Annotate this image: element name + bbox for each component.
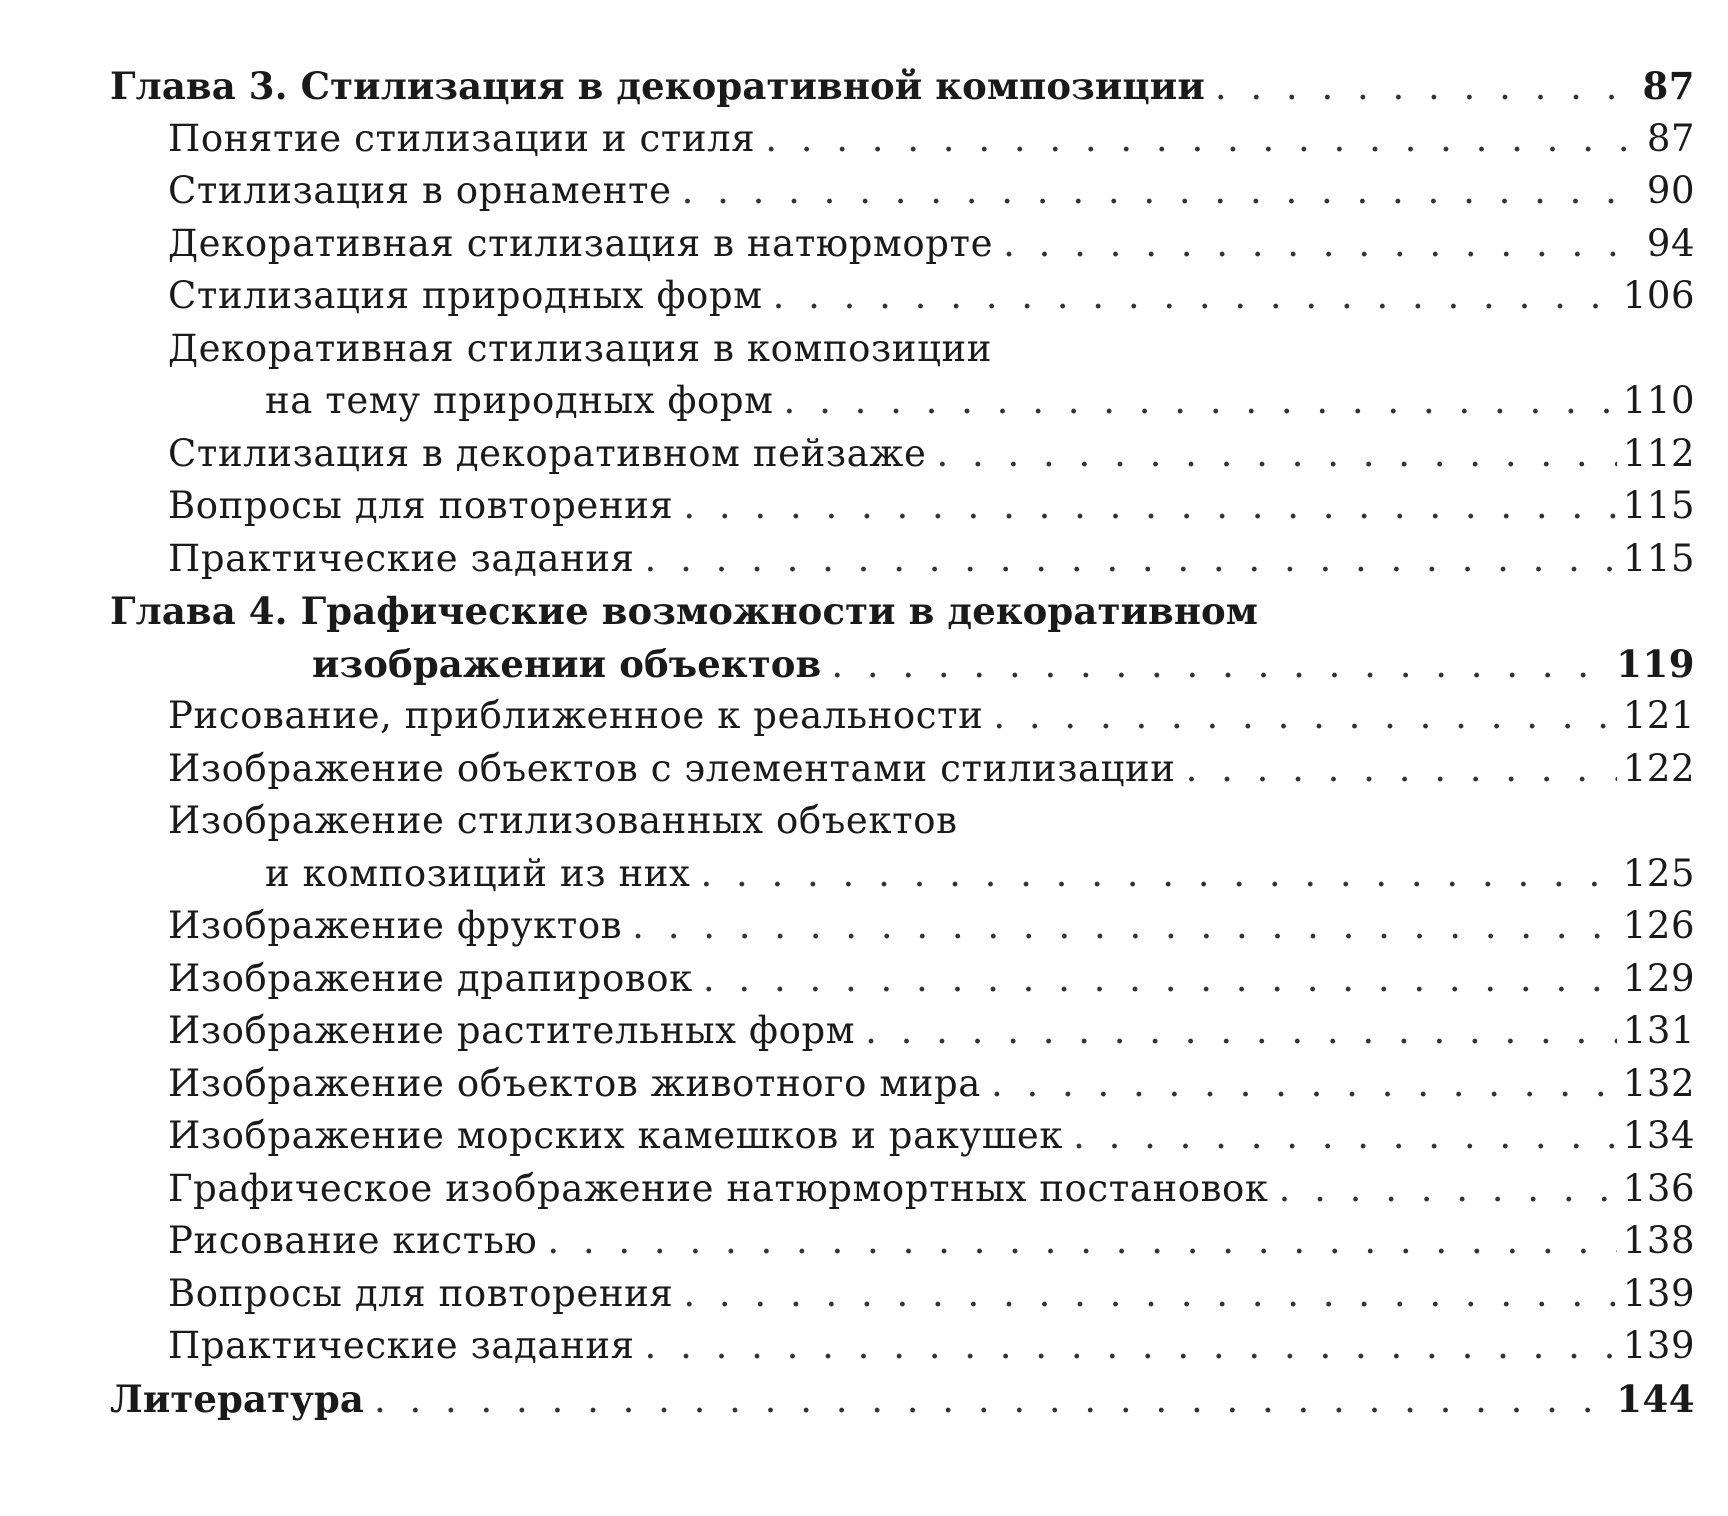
- toc-entry: [110, 795, 1695, 848]
- toc-entry-title: и композиций из них: [265, 851, 691, 895]
- toc-entry: [110, 113, 1695, 166]
- dot-leader: [632, 900, 1617, 953]
- toc-entry-title: Изображение фруктов: [168, 904, 623, 947]
- toc-entry-title: Изображение драпировок: [168, 956, 693, 1000]
- toc-entry-title: изображении объектов: [312, 641, 822, 686]
- toc-entry-title: Глава 3. Стилизация в декоративной композиции: [110, 64, 1205, 108]
- toc-entry: [110, 165, 1695, 218]
- toc-entry: [110, 533, 1695, 586]
- toc-entry: [110, 638, 1695, 691]
- toc-entry: [110, 375, 1695, 428]
- toc-entry: [110, 1163, 1695, 1216]
- toc-entry-page-number: 87: [1646, 116, 1695, 160]
- toc-entry-title: Стилизация природных форм: [168, 274, 763, 317]
- toc-entry-title: Декоративная стилизация в натюрморте: [168, 221, 994, 265]
- toc-entry: [110, 323, 1695, 376]
- toc-entry-title: Графическое изображение натюрмортных постановок: [168, 1166, 1269, 1210]
- toc-entry-page-number: 122: [1622, 746, 1695, 790]
- toc-entry-title: Вопросы для повторения: [168, 484, 674, 527]
- toc-entry-page-number: 125: [1622, 851, 1695, 895]
- toc-entry-page-number: 132: [1622, 1061, 1695, 1105]
- dot-leader: [547, 1215, 1617, 1268]
- dot-leader: [993, 690, 1616, 743]
- toc-entry: [110, 60, 1695, 113]
- toc-entry-title: Стилизация в декоративном пейзаже: [168, 431, 927, 475]
- toc-entry-page-number: 134: [1622, 1114, 1695, 1157]
- dot-leader: [936, 428, 1616, 481]
- dot-leader: [865, 1005, 1617, 1058]
- toc-entry-page-number: 129: [1622, 956, 1695, 1000]
- dot-leader: [1215, 61, 1637, 113]
- toc-entry-page-number: 90: [1646, 169, 1695, 212]
- toc-entry-page-number: 112: [1622, 431, 1695, 475]
- toc-entry-page-number: 144: [1616, 1376, 1695, 1421]
- toc-entry-page-number: 136: [1622, 1166, 1695, 1210]
- toc-entry-page-number: 139: [1622, 1324, 1695, 1367]
- toc-entry: [110, 218, 1695, 271]
- table-of-contents: [110, 60, 1695, 1425]
- toc-entry-page-number: 110: [1622, 379, 1695, 422]
- toc-entry: [110, 690, 1695, 743]
- dot-leader: [683, 480, 1617, 533]
- dot-leader: [703, 953, 1617, 1006]
- toc-entry-title: Изображение стилизованных объектов: [168, 799, 958, 842]
- dot-leader: [700, 848, 1616, 901]
- toc-entry-title: Практические задания: [168, 536, 635, 580]
- toc-entry-page-number: 138: [1622, 1219, 1695, 1262]
- toc-entry: [110, 1268, 1695, 1321]
- toc-entry: [110, 480, 1695, 533]
- toc-entry: [110, 1005, 1695, 1058]
- dot-leader: [683, 1268, 1617, 1321]
- dot-leader: [773, 270, 1617, 323]
- dot-leader: [645, 533, 1617, 586]
- dot-leader: [784, 375, 1617, 428]
- dot-leader: [831, 639, 1610, 691]
- toc-entry-page-number: 94: [1646, 221, 1695, 265]
- toc-entry: [110, 1320, 1695, 1373]
- toc-entry: [110, 848, 1695, 901]
- dot-leader: [1003, 218, 1641, 271]
- toc-entry-title: Рисование кистью: [168, 1219, 538, 1262]
- toc-entry-title: Практические задания: [168, 1324, 635, 1367]
- toc-entry: [110, 900, 1695, 953]
- toc-entry-title: Вопросы для повторения: [168, 1271, 674, 1315]
- toc-entry-title: Глава 4. Графические возможности в декоративном: [110, 589, 1259, 633]
- toc-entry-title: Изображение объектов животного мира: [168, 1061, 981, 1105]
- toc-entry-title: Изображение морских камешков и ракушек: [168, 1114, 1064, 1157]
- toc-entry-page-number: 115: [1622, 484, 1695, 527]
- toc-entry-page-number: 126: [1622, 904, 1695, 947]
- toc-entry: [110, 1058, 1695, 1111]
- toc-entry-title: на тему природных форм: [265, 379, 774, 422]
- dot-leader: [374, 1374, 1610, 1426]
- dot-leader: [645, 1320, 1617, 1373]
- toc-entry-title: Изображение растительных форм: [168, 1009, 856, 1052]
- toc-entry-page-number: 131: [1622, 1009, 1695, 1052]
- toc-entry: [110, 1215, 1695, 1268]
- toc-entry-title: Понятие стилизации и стиля: [168, 116, 756, 160]
- dot-leader: [1186, 743, 1617, 796]
- toc-entry: [110, 428, 1695, 481]
- dot-leader: [682, 165, 1641, 218]
- toc-entry: [110, 270, 1695, 323]
- dot-leader: [765, 113, 1641, 166]
- toc-entry: [110, 1373, 1695, 1426]
- toc-entry-page-number: 119: [1616, 641, 1695, 686]
- toc-entry-page-number: 139: [1622, 1271, 1695, 1315]
- toc-entry-title: Изображение объектов с элементами стилизации: [168, 746, 1176, 790]
- toc-entry: [110, 743, 1695, 796]
- toc-entry-page-number: 87: [1642, 64, 1695, 108]
- toc-entry: [110, 585, 1695, 638]
- toc-entry-title: Декоративная стилизация в композиции: [168, 326, 992, 370]
- dot-leader: [1073, 1110, 1617, 1163]
- toc-entry-page-number: 121: [1622, 694, 1695, 737]
- toc-entry-title: Литература: [110, 1376, 364, 1421]
- toc-entry: [110, 1110, 1695, 1163]
- toc-entry: [110, 953, 1695, 1006]
- dot-leader: [1279, 1163, 1617, 1216]
- toc-entry-title: Рисование, приближенное к реальности: [168, 694, 984, 737]
- dot-leader: [991, 1058, 1617, 1111]
- toc-entry-page-number: 106: [1622, 274, 1695, 317]
- toc-entry-page-number: 115: [1622, 536, 1695, 580]
- toc-entry-title: Стилизация в орнаменте: [168, 169, 672, 212]
